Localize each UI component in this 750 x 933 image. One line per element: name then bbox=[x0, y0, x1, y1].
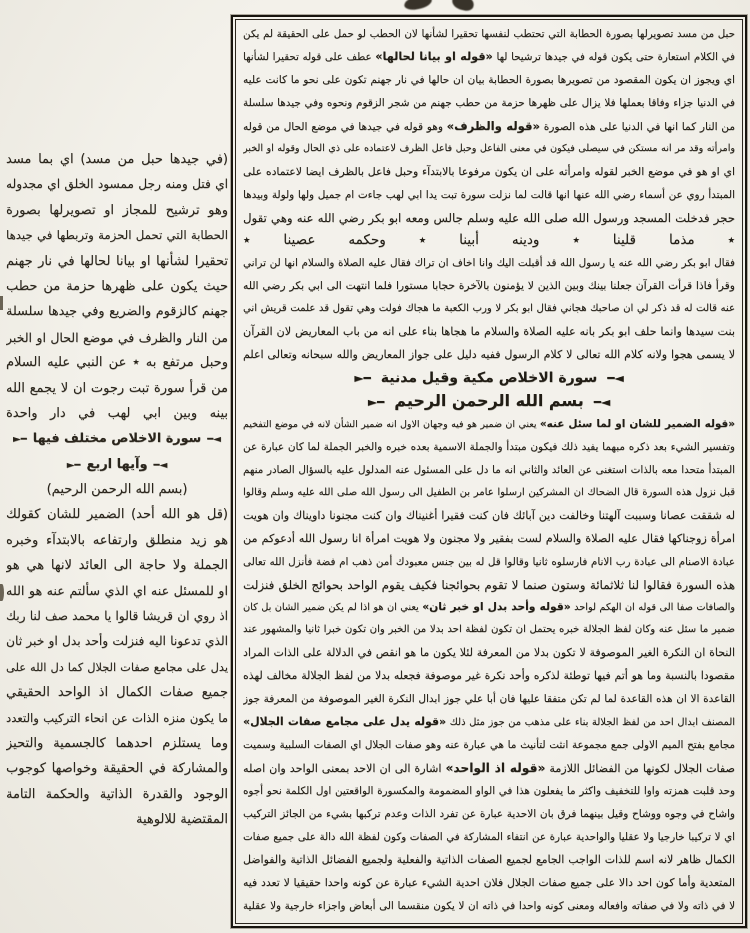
text-line: يدل على مجامع صفات الجلال كما دل الله على bbox=[6, 659, 228, 674]
text-line: عبادة الاصنام الى عبادة رب الانام فارسلوه ثانيا وقالوا قل له بين جنس معبودك أمن ذهب ام فضة فأنزل الله تعالى bbox=[243, 555, 735, 568]
text-line: المصنف ابدال احد من لفظ الجلالة بناء على مذهب من جوز مثل ذلك «قوله يدل على مجامع صفات الجلال» bbox=[243, 715, 735, 729]
text-line: اي ويجوز ان يكون المقصود من تصويرها بصورة الحطابة بيان ان حالها في نار جهنم تكون على نحو ما كانت عليه bbox=[243, 73, 735, 86]
text-line: لا يسمى هجوا ولانه كلام الله تعالى لا كلام الرسول ففيه دليل على جواز المعاريض والله سبحانه وتعالى اعلم bbox=[243, 348, 735, 362]
text-line: الحطابة التي تحمل الحزمة وتربطها في جيدها bbox=[6, 228, 228, 243]
text-line: وما يستلزم احدهما كالجسمية والتحيز bbox=[6, 735, 228, 751]
text-line: واشاح في وجوه ووشاح وقيل بينهما فرق بان الاحدية عبارة عن تفرد الذات وعدم تركبها بشيء من الجائز التركيب bbox=[243, 807, 735, 820]
text-line: ما يكون منزه الذات عن انحاء التركيب والتعدد bbox=[6, 710, 228, 725]
text-line: الذي تدعونا اليه فنزلت وأحد بدل او خبر ثان bbox=[6, 634, 228, 649]
text-line: والصافات صفا الى قوله ان الهكم لواحد «قوله وأحد بدل او خبر ثان» يعني ان هو اذا لم يكن ضمير الشان بل كان bbox=[243, 600, 735, 614]
text-line: قبل نزول هذه السورة قال الضحاك ان المشركين ارسلوا عامر بن الطفيل الى رسول الله صلى الله عليه وسلم وقالوا bbox=[243, 486, 735, 498]
text-line: عنه قالت له قد ذكر لي ان صاحبك هجاني فقال ابو بكر لا ورب الكعبة ما هجاك فولت وهي تقول قد علمت قريش اني bbox=[243, 303, 735, 315]
text-line: «قوله الضمير للشان او لما سئل عنه» يعني ان ضمير هو فيه وجهان الاول انه ضمير الشأن لانه في موضع التفخيم bbox=[243, 417, 735, 430]
section-heading: ◄━ سورة الاخلاص مكية وقيل مدنية ━► bbox=[243, 367, 735, 390]
section-heading: ◄━ بسم الله الرحمن الرحيم ━► bbox=[243, 390, 735, 413]
text-line: صفات الجلال لكونها من الفضائل اللازمة «قوله اذ الواحد» اشارة الى ان الاحد بمعنى الواحد وان اصله bbox=[243, 761, 735, 775]
text-line: اذ روي ان قريشا قالوا يا محمد صف لنا ربك bbox=[6, 609, 228, 624]
text-line: او للمسئل عنه اي الذي سألتم عنه هو الله bbox=[6, 583, 228, 599]
text-line: تحقيرا لشأنها او بيانا لحالها في نار جهنم bbox=[6, 253, 228, 269]
text-line: (في جيدها حبل من مسد) اي بما مسد bbox=[6, 152, 228, 167]
text-line: (بسم الله الرحمن الرحيم) bbox=[46, 482, 188, 498]
text-line: الكمال ظاهر لانه اسم للذات الواجب الجامع لجميع الصفات الذاتية والفعلية ولجميع الفضائل الذاتية والفواضل bbox=[243, 852, 735, 866]
text-line: جميع صفات الكمال اذ الواحد الحقيقي bbox=[6, 685, 228, 701]
text-line: المقتضية للالوهية bbox=[135, 812, 228, 828]
text-line: لا في ذاته ولا في صفاته وافعاله ومعنى كونه واحدا في ذاته ان لا يكون منقسما الى أبعاض واجزاء خارجية ولا عقلية bbox=[243, 899, 735, 912]
text-line: وامرأته وقد مر انه مستكن في سيصلى فيكون في معنى الفاعل وحبل فاعل الظرف لاعتماده على ذي الحال وقوله او الخبر bbox=[243, 142, 735, 154]
main-text-frame bbox=[231, 15, 747, 928]
scan-artifact bbox=[0, 296, 3, 310]
text-line: اي لا تركيبا خارجيا ولا عقليا والواحدية عبارة عن انتفاء المشاركة في الصفات وكون لفظة الله دالة على جميع صفات bbox=[243, 830, 735, 843]
text-line: النحاة ان النكرة الغير الموصوفة لا تكون بدلا من المعرفة لئلا يكون ما هو انقص في الدلالة على الذات المراد bbox=[243, 646, 735, 660]
text-line: هو زيد منطلق وارتفاعه بالابتدآء وخبره bbox=[6, 532, 228, 548]
text-line: المبتدأ روي عن أسماء رضي الله عنها انها قالت لما نزلت سورة تبت يدا ابي لهب جاءت ام جميل ولها ولولة وبيدها bbox=[243, 188, 735, 201]
lemma-marker: «قوله اذ الواحد» bbox=[445, 761, 546, 775]
lemma-marker: «قوله وأحد بدل او خبر ثان» bbox=[422, 600, 571, 614]
text-line: اي او هو في موضع الخبر لقوله وامرأته على ان يكون مرفوعا بالابتدآء وحبل فاعل بالظرف ايضا لاعتماده على bbox=[243, 164, 735, 178]
lemma-marker: «قوله او بيانا لحالها» bbox=[375, 49, 493, 63]
text-line: من النار والظرف في موضع الحال او الخبر bbox=[6, 329, 228, 345]
text-line: وهو ترشيح للمجاز او تصويرلها بصورة bbox=[6, 202, 228, 218]
text-line: وحبل مرتفع به ٭ عن النبي عليه السلام bbox=[6, 355, 228, 371]
scan-artifact bbox=[0, 584, 4, 601]
text-line: اي فتل ومنه رجل ممسود الخلق اي مجدوله bbox=[6, 177, 228, 192]
text-line: فقال ابو بكر رضي الله عنه يا رسول الله قد أقبلت اليك وانا اخاف ان تراك فقال عليه الصلاة والسلام انها لن تراني bbox=[243, 257, 735, 270]
text-line: من قرأ سورة تبت رجوت ان لا يجمع الله bbox=[6, 380, 228, 396]
ink-smudge-icon bbox=[451, 0, 476, 12]
text-line: الوجود والقدرة الذاتية والحكمة التامة bbox=[6, 786, 228, 802]
text-line: ضمير ما سئل عنه وكان لفظ الجلالة خبره يحتمل ان تكون لفظة احد بدلا من الخبر وان تكون خبرا ثانيا والمشهور عند bbox=[243, 624, 735, 636]
ink-smudge-icon bbox=[403, 0, 433, 11]
text-line: المتعدية وأما كون احد دالا على جميع صفات الجلال فلان احدية الشيء عبارة عن كونه واحدا حقيقيا لا تعدد فيه bbox=[243, 875, 735, 889]
text-line: مجامع بفتح الميم الاولى جمع مجموعة انثت لتأنيث ما هي عبارة عنه وهو صفات الجلال اي الصفات السلبية وسميت bbox=[243, 739, 735, 752]
text-line: في الكلام استعارة حتى يكون قوله في جيدها ترشيحا لها «قوله او بيانا لحالها» عطف على قوله تحقيرا لشأنها bbox=[243, 49, 735, 63]
text-line: جهنم كالزقوم والضريع وفي جيدها سلسلة bbox=[6, 304, 228, 320]
text-line: والمشاركة في الحقيقة وخواصها كوجوب bbox=[6, 761, 228, 777]
text-line: مقصودا بالنسبة وما هو أتم فيها توطئة لذكره وأحد نكرة غير موصوفة فجعله بدلا من لفظ الجلالة مخالف لهذه bbox=[243, 669, 735, 683]
text-line: وحد قلبت همزته واوا للتخفيف واكثر ما يفعلون هذا في الواو المضمومة والمكسورة الواقعتين اول الكلمة نحو أجوه bbox=[243, 784, 735, 797]
chant-verse-line: ٭ مذما قلينا ٭ ودينه أبينا ٭ وحكمه عصينا ٭ bbox=[243, 232, 735, 249]
text-line: في الدنيا جزاء وفاقا بعملها فلا يزال على ظهرها حزمة من حطب جهنم من شجر الزقوم ونحوه وفي جيدها سلسلة bbox=[243, 96, 735, 109]
main-text-block bbox=[235, 19, 743, 924]
lemma-marker: «قوله والظرف» bbox=[446, 118, 541, 133]
text-line: امرأة زوجناكها فقال عليه الصلاة والسلام لست بفقير ولا مجنون ولا هويت امرأة انا رسول الله أدعوكم من bbox=[243, 531, 735, 545]
text-line: حجر فدخلت المسجد ورسول الله صلى الله عليه وسلم جالس ومعه ابو بكر رضي الله عنه وهي تقول bbox=[243, 210, 735, 225]
text-line: وقرأ فاذا قرأت القرآن جعلنا بينك وبين الذين لا يؤمنون بالآخرة حجابا مستورا فلما انتهت الى ابي بكر رضي الله bbox=[243, 279, 735, 293]
text-line: هذه السورة فقالوا لنا ثلاثمائة وستون صنما لا تقوم بحوائجنا فكيف يقوم الواحد بحوائج الخلق فنزلت bbox=[243, 577, 735, 592]
text-line: حبل من مسد تصويرلها بصورة الحطابة التي تحتطب لنفسها تحقيرا لشأنها لان الحطب لو حمل على الحقيقة لم يكن bbox=[243, 28, 735, 40]
lemma-marker: «قوله يدل على مجامع صفات الجلال» bbox=[243, 715, 447, 729]
text-line: له شققت عصانا وسببت آلهتنا وخالفت دين آبائك فان كنت فقيرا أغنيناك وان كنت مجنونا داويناك وان هويت bbox=[243, 508, 735, 522]
text-line: بينه وبين ابي لهب في دار واحدة bbox=[6, 405, 228, 421]
text-line: الجملة ولا حاجة الى العائد لانها هي هو bbox=[6, 558, 228, 574]
text-line: وتفسير الشيء بعد ذكره مبهما يفيد ذلك فيكون مبتدأ والجملة الاسمية بعده خبره والخبر الجملة لما كان عبارة عن bbox=[243, 440, 735, 453]
section-heading: ◄━ وآيها اربع ━► bbox=[6, 452, 228, 477]
margin-commentary-column bbox=[6, 147, 228, 833]
lemma-marker: «قوله الضمير للشان او لما سئل عنه» bbox=[539, 417, 735, 430]
text-line: المبتدأ متحدا معه بالذات استغنى عن العائد والثاني انه ما دل على المسئول عنه المدلول عليه بالسؤال الصادر منهم bbox=[243, 463, 735, 476]
text-line: حيث يكون على ظهرها حزمة من حطب bbox=[6, 278, 228, 294]
section-heading: ◄━ سورة الاخلاص مختلف فيها ━► bbox=[6, 426, 228, 451]
text-line: (قل هو الله أحد) الضمير للشان كقولك bbox=[6, 507, 228, 523]
text-line: القاعدة الا ان هذه القاعدة لما لم تكن متفقا عليها فان أبا علي جوز ابدال النكرة الغير الموصوفة من المعرفة جوز bbox=[243, 693, 735, 706]
text-line: بنت سيدها وانما حلف ابو بكر بانه عليه الصلاة والسلام ما هجاها بناء على انه من باب المعاريض لان القرآن bbox=[243, 325, 735, 339]
text-line: من النار كما انها في الدنيا على هذه الصورة «قوله والظرف» وهو قوله في جيدها في موضع الحال من قوله bbox=[243, 118, 735, 133]
